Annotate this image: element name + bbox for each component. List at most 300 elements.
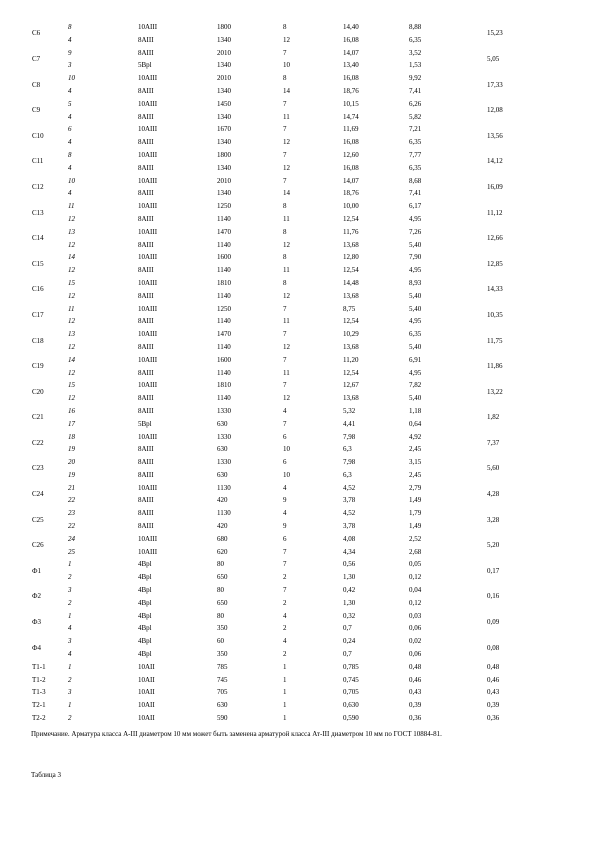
position-cell: 4 (68, 189, 72, 198)
total-length-cell: 4,52 (343, 509, 356, 518)
position-cell: 3 (68, 688, 72, 697)
mass-cell: 3,52 (409, 48, 422, 57)
mass-cell: 0,05 (409, 560, 422, 569)
quantity-cell: 8 (283, 253, 287, 262)
length-cell: 1330 (217, 432, 231, 441)
element-mark-cell: T2-1 (32, 701, 46, 710)
table-row (24, 367, 531, 380)
length-cell: 705 (217, 688, 228, 697)
mass-cell: 0,03 (409, 611, 422, 620)
quantity-cell: 9 (283, 496, 287, 505)
bar-class-cell: 10AIII (138, 176, 158, 185)
element-mark-cell: C21 (32, 413, 44, 422)
total-length-cell: 0,590 (343, 714, 359, 723)
total-length-cell: 6,3 (343, 470, 352, 479)
total-length-cell: 4,41 (343, 419, 356, 428)
bar-class-cell: 10AII (138, 675, 155, 684)
length-cell: 2010 (217, 74, 231, 83)
total-length-cell: 7,98 (343, 432, 356, 441)
position-cell: 1 (68, 701, 72, 710)
total-length-cell: 12,80 (343, 253, 359, 262)
position-cell: 4 (68, 138, 72, 147)
total-length-cell: 12,60 (343, 150, 359, 159)
element-mark-cell: C24 (32, 490, 44, 499)
quantity-cell: 12 (283, 291, 290, 300)
footnote: Примечание. Арматура класса A-III диаметром 10 мм может быть заменена арматурой класса Ат-III диаметром 10 мм по ГОСТ 10884-81. (31, 730, 442, 738)
total-length-cell: 5,32 (343, 406, 356, 415)
quantity-cell: 4 (283, 611, 287, 620)
length-cell: 1140 (217, 317, 231, 326)
element-mark-cell: C16 (32, 285, 44, 294)
bar-class-cell: 4Bpl (138, 560, 152, 569)
table-row (24, 597, 531, 610)
element-total-mass-cell: 0,43 (487, 688, 500, 697)
quantity-cell: 12 (283, 240, 290, 249)
mass-cell: 4,92 (409, 432, 422, 441)
total-length-cell: 13,68 (343, 291, 359, 300)
element-mark-cell: Ф3 (32, 618, 42, 627)
bar-class-cell: 10AIII (138, 278, 158, 287)
bar-class-cell: 10AIII (138, 150, 158, 159)
mass-cell: 5,40 (409, 291, 422, 300)
mass-cell: 7,90 (409, 253, 422, 262)
mass-cell: 8,93 (409, 278, 422, 287)
total-length-cell: 13,68 (343, 342, 359, 351)
table-row (24, 175, 531, 188)
table-row (24, 123, 531, 136)
table-row (24, 162, 531, 175)
length-cell: 1130 (217, 483, 231, 492)
element-total-mass-cell: 16,09 (487, 182, 503, 191)
element-total-mass-cell: 11,75 (487, 336, 503, 345)
position-cell: 12 (68, 317, 75, 326)
bar-class-cell: 8AIII (138, 48, 154, 57)
table-row (24, 315, 531, 328)
quantity-cell: 4 (283, 637, 287, 646)
element-mark-cell: C13 (32, 208, 44, 217)
quantity-cell: 7 (283, 355, 287, 364)
mass-cell: 1,18 (409, 406, 422, 415)
mass-cell: 6,17 (409, 202, 422, 211)
quantity-cell: 6 (283, 458, 287, 467)
position-cell: 18 (68, 432, 75, 441)
table-row (24, 648, 531, 661)
total-length-cell: 0,24 (343, 637, 356, 646)
total-length-cell: 13,68 (343, 394, 359, 403)
bar-class-cell: 10AII (138, 701, 155, 710)
table-row (24, 290, 531, 303)
total-length-cell: 0,56 (343, 560, 356, 569)
length-cell: 1340 (217, 163, 231, 172)
mass-cell: 0,02 (409, 637, 422, 646)
element-mark-cell: T2-2 (32, 714, 46, 723)
total-length-cell: 0,630 (343, 701, 359, 710)
quantity-cell: 2 (283, 598, 287, 607)
position-cell: 25 (68, 547, 75, 556)
position-cell: 20 (68, 458, 75, 467)
element-total-mass-cell: 11,86 (487, 362, 503, 371)
position-cell: 15 (68, 278, 75, 287)
element-total-mass-cell: 12,85 (487, 259, 503, 268)
bar-class-cell: 10AIII (138, 534, 158, 543)
mass-cell: 4,95 (409, 214, 422, 223)
element-mark-cell: C8 (32, 80, 41, 89)
length-cell: 1340 (217, 189, 231, 198)
quantity-cell: 7 (283, 150, 287, 159)
quantity-cell: 4 (283, 483, 287, 492)
bar-class-cell: 8AIII (138, 35, 154, 44)
bar-class-cell: 8AIII (138, 138, 154, 147)
mass-cell: 0,12 (409, 573, 422, 582)
mass-cell: 0,36 (409, 714, 422, 723)
position-cell: 4 (68, 163, 72, 172)
position-cell: 12 (68, 291, 75, 300)
table-row (24, 431, 531, 444)
quantity-cell: 4 (283, 509, 287, 518)
table-row (24, 187, 531, 200)
element-mark-cell: C12 (32, 182, 44, 191)
table-row (24, 661, 531, 674)
element-mark-cell: C19 (32, 362, 44, 371)
element-mark-cell: C10 (32, 131, 44, 140)
length-cell: 60 (217, 637, 224, 646)
table-row (24, 418, 531, 431)
element-mark-cell: T1-1 (32, 662, 46, 671)
quantity-cell: 8 (283, 23, 287, 31)
quantity-cell: 9 (283, 522, 287, 531)
quantity-cell: 11 (283, 214, 290, 223)
table-row (24, 571, 531, 584)
table-row (24, 699, 531, 712)
element-total-mass-cell: 0,39 (487, 701, 500, 710)
quantity-cell: 11 (283, 317, 290, 326)
table-row (24, 251, 531, 264)
total-length-cell: 16,08 (343, 74, 359, 83)
total-length-cell: 14,48 (343, 278, 359, 287)
quantity-cell: 12 (283, 342, 290, 351)
length-cell: 785 (217, 662, 228, 671)
bar-class-cell: 10AIII (138, 23, 158, 31)
element-total-mass-cell: 0,17 (487, 566, 500, 575)
bar-class-cell: 4Bpl (138, 650, 152, 659)
element-total-mass-cell: 7,37 (487, 438, 500, 447)
total-length-cell: 3,78 (343, 496, 356, 505)
table-row (24, 558, 531, 571)
mass-cell: 7,41 (409, 189, 422, 198)
position-cell: 23 (68, 509, 75, 518)
length-cell: 1450 (217, 99, 231, 108)
total-length-cell: 16,08 (343, 163, 359, 172)
element-mark-cell: C18 (32, 336, 44, 345)
mass-cell: 0,39 (409, 701, 422, 710)
length-cell: 630 (217, 470, 228, 479)
total-length-cell: 0,7 (343, 650, 352, 659)
bar-class-cell: 8AIII (138, 522, 154, 531)
table-row (24, 277, 531, 290)
element-total-mass-cell: 5,60 (487, 464, 500, 473)
quantity-cell: 8 (283, 202, 287, 211)
quantity-cell: 12 (283, 394, 290, 403)
mass-cell: 0,06 (409, 624, 422, 633)
bar-class-cell: 10AIII (138, 227, 158, 236)
length-cell: 1140 (217, 266, 231, 275)
element-total-mass-cell: 0,36 (487, 714, 500, 723)
total-length-cell: 11,69 (343, 125, 359, 134)
table-row (24, 47, 531, 60)
length-cell: 1250 (217, 304, 231, 313)
element-total-mass-cell: 5,20 (487, 541, 500, 550)
position-cell: 12 (68, 266, 75, 275)
position-cell: 12 (68, 214, 75, 223)
length-cell: 590 (217, 714, 228, 723)
element-total-mass-cell: 15,23 (487, 29, 503, 38)
bar-class-cell: 10AIII (138, 381, 158, 390)
mass-cell: 6,26 (409, 99, 422, 108)
position-cell: 16 (68, 406, 75, 415)
total-length-cell: 13,40 (343, 61, 359, 70)
mass-cell: 2,79 (409, 483, 422, 492)
length-cell: 1600 (217, 253, 231, 262)
bar-class-cell: 8AIII (138, 406, 154, 415)
total-length-cell: 7,98 (343, 458, 356, 467)
element-total-mass-cell: 1,82 (487, 413, 500, 422)
element-total-mass-cell: 10,35 (487, 310, 503, 319)
length-cell: 680 (217, 534, 228, 543)
quantity-cell: 1 (283, 675, 287, 684)
bar-class-cell: 10AIII (138, 432, 158, 441)
quantity-cell: 7 (283, 48, 287, 57)
element-total-mass-cell: 13,56 (487, 131, 503, 140)
mass-cell: 5,40 (409, 342, 422, 351)
mass-cell: 4,95 (409, 317, 422, 326)
quantity-cell: 7 (283, 330, 287, 339)
bar-class-cell: 10AIII (138, 202, 158, 211)
bar-class-cell: 8AIII (138, 445, 154, 454)
length-cell: 2010 (217, 176, 231, 185)
length-cell: 1340 (217, 35, 231, 44)
element-mark-cell: Ф1 (32, 566, 42, 575)
element-total-mass-cell: 5,05 (487, 54, 500, 63)
total-length-cell: 0,7 (343, 624, 352, 633)
table-row (24, 443, 531, 456)
position-cell: 3 (68, 61, 72, 70)
table-row (24, 379, 531, 392)
element-total-mass-cell: 13,22 (487, 387, 503, 396)
table-row (24, 72, 531, 85)
total-length-cell: 0,705 (343, 688, 359, 697)
length-cell: 1330 (217, 406, 231, 415)
position-cell: 1 (68, 662, 72, 671)
mass-cell: 4,95 (409, 368, 422, 377)
position-cell: 21 (68, 483, 75, 492)
mass-cell: 0,64 (409, 419, 422, 428)
position-cell: 2 (68, 573, 72, 582)
length-cell: 1140 (217, 368, 231, 377)
table-row (24, 98, 531, 111)
bar-class-cell: 8AIII (138, 214, 154, 223)
mass-cell: 8,88 (409, 23, 422, 31)
table-row (24, 21, 531, 34)
total-length-cell: 1,30 (343, 573, 356, 582)
element-total-mass-cell: 12,66 (487, 234, 503, 243)
quantity-cell: 8 (283, 74, 287, 83)
table-row (24, 533, 531, 546)
bar-class-cell: 4Bpl (138, 573, 152, 582)
table-row (24, 392, 531, 405)
total-length-cell: 6,3 (343, 445, 352, 454)
table-row (24, 507, 531, 520)
bar-class-cell: 4Bpl (138, 637, 152, 646)
total-length-cell: 0,32 (343, 611, 356, 620)
total-length-cell: 12,54 (343, 368, 359, 377)
quantity-cell: 7 (283, 99, 287, 108)
length-cell: 1810 (217, 381, 231, 390)
table-row (24, 520, 531, 533)
quantity-cell: 10 (283, 470, 290, 479)
table-row (24, 59, 531, 72)
quantity-cell: 11 (283, 266, 290, 275)
mass-cell: 1,79 (409, 509, 422, 518)
element-mark-cell: Ф2 (32, 592, 42, 601)
table-row (24, 456, 531, 469)
bar-class-cell: 8AIII (138, 240, 154, 249)
element-total-mass-cell: 0,16 (487, 592, 500, 601)
mass-cell: 6,35 (409, 163, 422, 172)
element-total-mass-cell: 0,48 (487, 662, 500, 671)
length-cell: 80 (217, 560, 224, 569)
table-row (24, 354, 531, 367)
quantity-cell: 1 (283, 688, 287, 697)
element-total-mass-cell: 12,08 (487, 106, 503, 115)
mass-cell: 0,12 (409, 598, 422, 607)
total-length-cell: 16,08 (343, 138, 359, 147)
mass-cell: 7,41 (409, 86, 422, 95)
position-cell: 12 (68, 342, 75, 351)
table-row (24, 482, 531, 495)
total-length-cell: 3,78 (343, 522, 356, 531)
quantity-cell: 11 (283, 112, 290, 121)
length-cell: 1470 (217, 227, 231, 236)
position-cell: 4 (68, 650, 72, 659)
quantity-cell: 12 (283, 35, 290, 44)
table-row (24, 712, 531, 725)
mass-cell: 1,49 (409, 522, 422, 531)
quantity-cell: 10 (283, 61, 290, 70)
element-mark-cell: C22 (32, 438, 44, 447)
table-row (24, 686, 531, 699)
element-mark-cell: C9 (32, 106, 41, 115)
total-length-cell: 4,52 (343, 483, 356, 492)
position-cell: 13 (68, 330, 75, 339)
bar-class-cell: 4Bpl (138, 611, 152, 620)
bar-class-cell: 10AIII (138, 355, 158, 364)
length-cell: 1340 (217, 112, 231, 121)
bar-class-cell: 10AIII (138, 547, 158, 556)
position-cell: 24 (68, 534, 75, 543)
table-row (24, 34, 531, 47)
mass-cell: 2,68 (409, 547, 422, 556)
position-cell: 10 (68, 176, 75, 185)
position-cell: 2 (68, 675, 72, 684)
bar-class-cell: 10AIII (138, 125, 158, 134)
table-row (24, 469, 531, 482)
total-length-cell: 1,30 (343, 598, 356, 607)
bar-class-cell: 8AIII (138, 458, 154, 467)
element-mark-cell: T1-2 (32, 675, 46, 684)
quantity-cell: 1 (283, 662, 287, 671)
position-cell: 12 (68, 368, 75, 377)
total-length-cell: 14,40 (343, 23, 359, 31)
quantity-cell: 14 (283, 86, 290, 95)
length-cell: 620 (217, 547, 228, 556)
quantity-cell: 2 (283, 573, 287, 582)
bar-class-cell: 8AIII (138, 112, 154, 121)
mass-cell: 3,15 (409, 458, 422, 467)
total-length-cell: 8,75 (343, 304, 356, 313)
bar-class-cell: 5Bpl (138, 419, 152, 428)
position-cell: 22 (68, 522, 75, 531)
length-cell: 1140 (217, 240, 231, 249)
total-length-cell: 12,67 (343, 381, 359, 390)
length-cell: 1800 (217, 150, 231, 159)
bar-class-cell: 8AIII (138, 470, 154, 479)
total-length-cell: 0,785 (343, 662, 359, 671)
rebar-specification-table (24, 21, 531, 725)
length-cell: 1340 (217, 86, 231, 95)
quantity-cell: 7 (283, 304, 287, 313)
total-length-cell: 14,07 (343, 176, 359, 185)
element-total-mass-cell: 14,33 (487, 285, 503, 294)
table-row (24, 85, 531, 98)
quantity-cell: 7 (283, 560, 287, 569)
quantity-cell: 7 (283, 381, 287, 390)
position-cell: 2 (68, 714, 72, 723)
mass-cell: 0,43 (409, 688, 422, 697)
length-cell: 1140 (217, 342, 231, 351)
length-cell: 420 (217, 522, 228, 531)
element-total-mass-cell: 14,12 (487, 157, 503, 166)
element-mark-cell: C20 (32, 387, 44, 396)
bar-class-cell: 8AIII (138, 317, 154, 326)
mass-cell: 6,35 (409, 35, 422, 44)
position-cell: 10 (68, 74, 75, 83)
length-cell: 1670 (217, 125, 231, 134)
total-length-cell: 4,34 (343, 547, 356, 556)
total-length-cell: 18,76 (343, 189, 359, 198)
position-cell: 1 (68, 611, 72, 620)
element-mark-cell: Ф4 (32, 643, 42, 652)
total-length-cell: 14,07 (343, 48, 359, 57)
position-cell: 8 (68, 23, 72, 31)
table-row (24, 494, 531, 507)
table-row (24, 405, 531, 418)
position-cell: 13 (68, 227, 75, 236)
bar-class-cell: 8AIII (138, 368, 154, 377)
mass-cell: 2,45 (409, 445, 422, 454)
position-cell: 3 (68, 637, 72, 646)
bar-class-cell: 8AIII (138, 394, 154, 403)
mass-cell: 2,45 (409, 470, 422, 479)
position-cell: 14 (68, 253, 75, 262)
bar-class-cell: 5Bpl (138, 61, 152, 70)
position-cell: 17 (68, 419, 75, 428)
bar-class-cell: 8AIII (138, 509, 154, 518)
quantity-cell: 1 (283, 714, 287, 723)
mass-cell: 7,26 (409, 227, 422, 236)
length-cell: 650 (217, 573, 228, 582)
mass-cell: 8,68 (409, 176, 422, 185)
table-row (24, 264, 531, 277)
